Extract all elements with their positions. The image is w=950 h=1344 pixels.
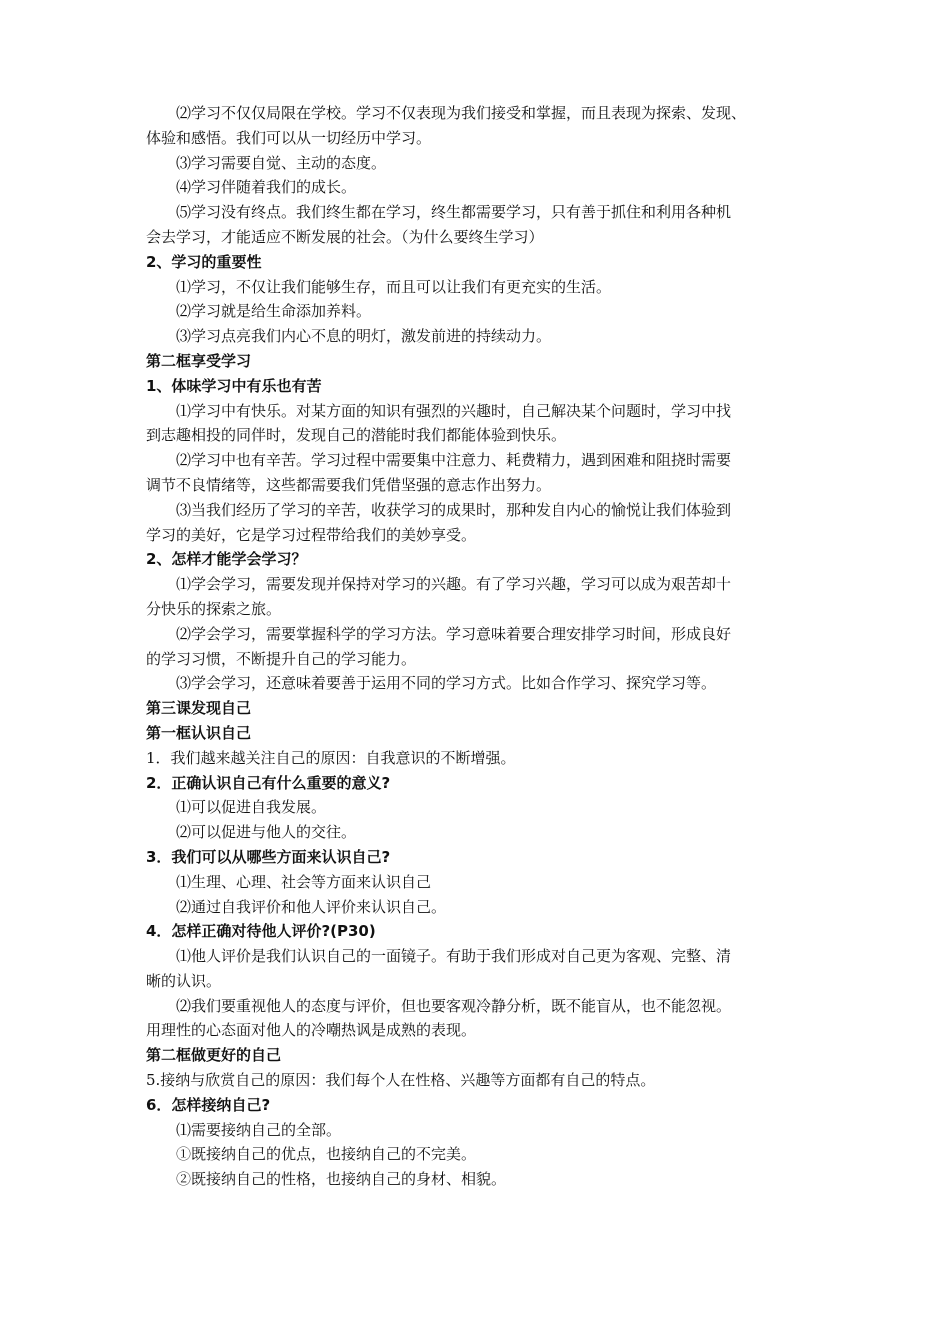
text-line: 会去学习，才能适应不断发展的社会。（为什么要终生学习） — [146, 227, 544, 246]
text-line: ⑶学会学习，还意味着要善于运用不同的学习方式。比如合作学习、探究学习等。 — [176, 674, 717, 693]
text-line: 1．我们越来越关注自己的原因：自我意识的不断增强。 — [146, 748, 516, 767]
text-line: 的学习习惯，不断提升自己的学习能力。 — [146, 649, 417, 668]
text-line: ⑵可以促进与他人的交往。 — [176, 823, 357, 842]
text-line: 5.接纳与欣赏自己的原因：我们每个人在性格、兴趣等方面都有自己的特点。 — [146, 1071, 656, 1090]
text-line: 学习的美好，它是学习过程带给我们的美妙享受。 — [146, 525, 477, 544]
text-line: 用理性的心态面对他人的冷嘲热讽是成熟的表现。 — [146, 1021, 477, 1040]
section-heading: 第二框做更好的自己 — [146, 1046, 282, 1065]
text-line: ⑴学习中有快乐。对某方面的知识有强烈的兴趣时，自己解决某个问题时，学习中找 — [176, 401, 732, 420]
section-heading: 1、体味学习中有乐也有苦 — [146, 376, 322, 395]
text-line: ⑴学会学习，需要发现并保持对学习的兴趣。有了学习兴趣，学习可以成为艰苦却十 — [176, 575, 732, 594]
text-line: ⑴学习，不仅让我们能够生存，而且可以让我们有更充实的生活。 — [176, 277, 612, 296]
text-line: ①既接纳自己的优点，也接纳自己的不完美。 — [176, 1145, 477, 1164]
text-line: ⑴需要接纳自己的全部。 — [176, 1120, 342, 1139]
text-line: ⑵通过自我评价和他人评价来认识自己。 — [176, 897, 447, 916]
text-line: ⑵我们要重视他人的态度与评价，但也要客观冷静分析，既不能盲从，也不能忽视。 — [176, 996, 732, 1015]
text-line: ⑵学习中也有辛苦。学习过程中需要集中注意力、耗费精力，遇到困难和阻挠时需要 — [176, 451, 732, 470]
text-line: ②既接纳自己的性格，也接纳自己的身材、相貌。 — [176, 1170, 507, 1189]
text-line: ⑸学习没有终点。我们终生都在学习，终生都需要学习，只有善于抓住和利用各种机 — [176, 203, 732, 222]
section-heading: 6．怎样接纳自己? — [146, 1095, 271, 1114]
text-line: ⑴他人评价是我们认识自己的一面镜子。有助于我们形成对自己更为客观、完整、清 — [176, 947, 732, 966]
section-heading: 2、怎样才能学会学习？ — [146, 550, 307, 569]
text-line: 晰的认识。 — [146, 971, 222, 990]
section-heading: 第三课发现自己 — [146, 699, 252, 718]
section-heading: 第一框认识自己 — [146, 723, 252, 742]
text-line: ⑷学习伴随着我们的成长。 — [176, 178, 357, 197]
section-heading: 2、学习的重要性 — [146, 252, 262, 271]
text-line: 体验和感悟。我们可以从一切经历中学习。 — [146, 128, 432, 147]
text-line: 到志趣相投的同伴时，发现自己的潜能时我们都能体验到快乐。 — [146, 426, 567, 445]
text-line: ⑴生理、心理、社会等方面来认识自己 — [176, 872, 432, 891]
section-heading: 第二框享受学习 — [146, 351, 252, 370]
text-line: ⑶学习需要自觉、主动的态度。 — [176, 153, 387, 172]
text-line: 调节不良情绪等，这些都需要我们凭借坚强的意志作出努力。 — [146, 475, 552, 494]
section-heading: 4．怎样正确对待他人评价?(P30) — [146, 922, 376, 941]
section-heading: 2．正确认识自己有什么重要的意义? — [146, 773, 391, 792]
text-line: ⑶当我们经历了学习的辛苦，收获学习的成果时，那种发自内心的愉悦让我们体验到 — [176, 500, 732, 519]
text-line: ⑶学习点亮我们内心不息的明灯，激发前进的持续动力。 — [176, 327, 552, 346]
text-line: ⑴可以促进自我发展。 — [176, 798, 327, 817]
text-line: 分快乐的探索之旅。 — [146, 599, 282, 618]
section-heading: 3．我们可以从哪些方面来认识自己? — [146, 847, 391, 866]
text-line: ⑵学习不仅仅局限在学校。学习不仅表现为我们接受和掌握，而且表现为探索、发现、 — [176, 104, 747, 122]
text-line: ⑵学习就是给生命添加养料。 — [176, 302, 372, 321]
text-line: ⑵学会学习，需要掌握科学的学习方法。学习意味着要合理安排学习时间，形成良好 — [176, 624, 732, 643]
document-body — [146, 101, 810, 1192]
